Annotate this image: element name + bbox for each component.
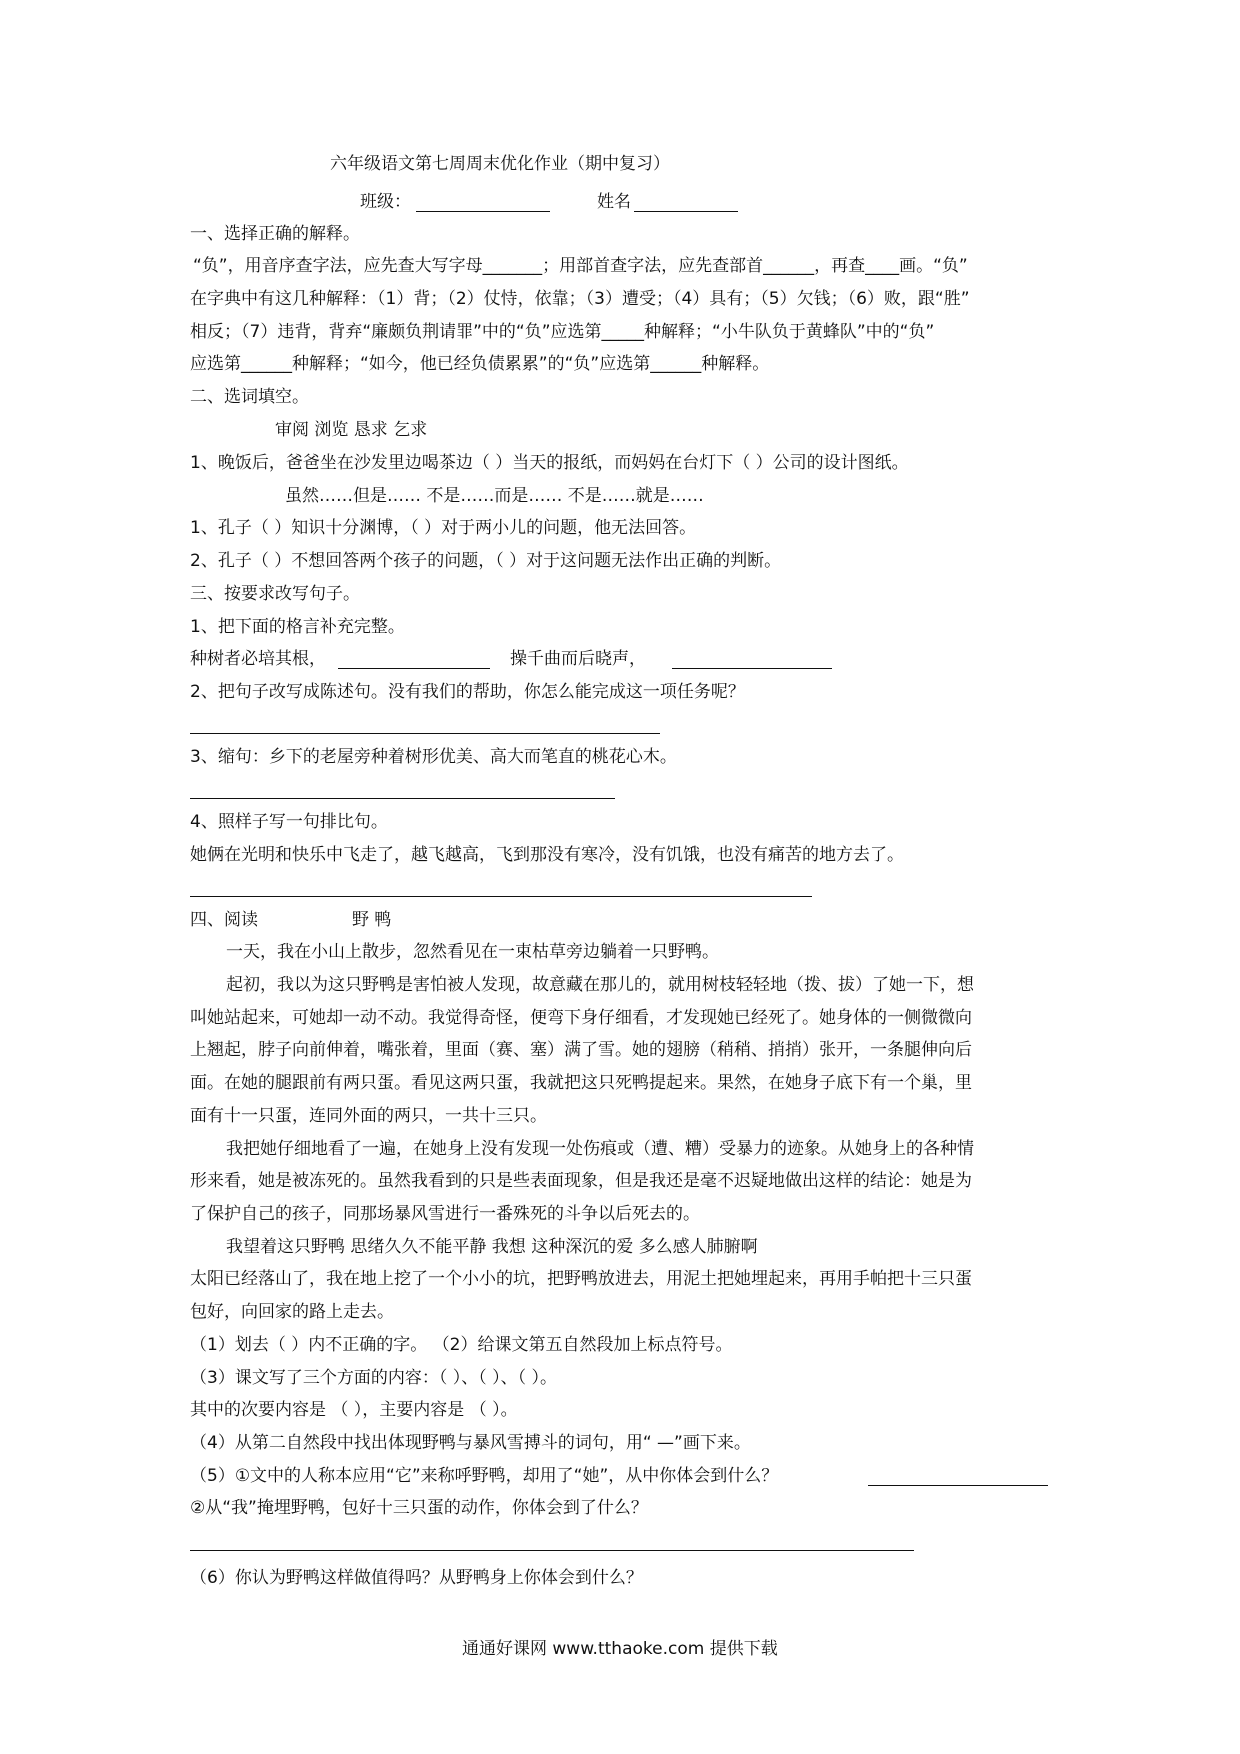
story-paragraph: 面有十一只蛋，连同外面的两只，一共十三只。 <box>190 1106 547 1126</box>
section-3-question: 1、把下面的格言补充完整。 <box>190 617 405 637</box>
reading-question: （4）从第二自然段中找出体现野鸭与暴风雪搏斗的词句，用“ —”画下来。 <box>190 1433 751 1453</box>
answer-line <box>190 733 660 734</box>
proverb-a-blank <box>338 668 490 669</box>
answer-line <box>868 1485 1048 1486</box>
section-2-question: 1、孔子（ ）知识十分渊博，（ ）对于两小儿的问题，他无法回答。 <box>190 518 697 538</box>
class-label: 班级： <box>360 192 411 212</box>
answer-line <box>190 896 812 897</box>
section-3-heading: 三、按要求改写句子。 <box>190 584 360 604</box>
story-paragraph: 形来看，她是被冻死的。虽然我看到的只是些表面现象，但是我还是毫不迟疑地做出这样的结论：她是为 <box>190 1171 972 1191</box>
reading-question: 其中的次要内容是 （ ），主要内容是 （ ）。 <box>190 1400 518 1420</box>
story-paragraph: 上翘起，脖子向前伸着，嘴张着，里面（赛、塞）满了雪。她的翅膀（稍稍、捎捎）张开，一条腿伸向后 <box>190 1040 972 1060</box>
section-3-question: 4、照样子写一句排比句。 <box>190 812 388 832</box>
reading-question: （6）你认为野鸭这样做值得吗？从野鸭身上你体会到什么？ <box>190 1568 643 1588</box>
page-footer: 通通好课网 www.tthaoke.com 提供下载 <box>462 1639 778 1659</box>
page-title: 六年级语文第七周周末优化作业（期中复习） <box>330 154 670 174</box>
section-1-heading: 一、选择正确的解释。 <box>190 224 360 244</box>
example-sentence: 她俩在光明和快乐中飞走了，越飞越高，飞到那没有寒冷，没有饥饿，也没有痛苦的地方去了。 <box>190 845 904 865</box>
reading-question: （5）①文中的人称本应用“它”来称呼野鸭，却用了“她”，从中你体会到什么？ <box>190 1466 779 1486</box>
story-paragraph: 一天，我在小山上散步，忽然看见在一束枯草旁边躺着一只野鸭。 <box>226 942 719 962</box>
story-paragraph: 面。在她的腿跟前有两只蛋。看见这两只蛋，我就把这只死鸭提起来。果然，在她身子底下有一个巢，里 <box>190 1073 972 1093</box>
section-2-question: 2、孔子（ ）不想回答两个孩子的问题，（ ）对于这问题无法作出正确的判断。 <box>190 551 782 571</box>
answer-line <box>190 1550 914 1551</box>
reading-question: （3）课文写了三个方面的内容：（ ）、（ ）、（ ）。 <box>190 1368 558 1388</box>
section-1-line: 应选第______种解释；“如今，他已经负债累累”的“负”应选第______种解释。 <box>190 354 770 374</box>
proverb-a: 种树者必培其根， <box>190 649 326 669</box>
story-paragraph: 太阳已经落山了，我在地上挖了一个小小的坑，把野鸭放进去，用泥土把她埋起来，再用手帕把十三只蛋 <box>190 1269 972 1289</box>
word-options: 审阅 浏览 恳求 乞求 <box>275 420 428 440</box>
proverb-b: 操千曲而后晓声， <box>510 649 646 669</box>
section-1-line: 在字典中有这几种解释：（1）背；（2）仗恃，依靠；（3）遭受；（4）具有；（5）欠钱；（6）败，跟“胜” <box>190 289 970 309</box>
story-paragraph: 起初，我以为这只野鸭是害怕被人发现，故意藏在那儿的，就用树枝轻轻地（拨、拔）了她一下，想 <box>226 975 974 995</box>
section-2-question: 1、晚饭后，爸爸坐在沙发里边喝茶边（ ）当天的报纸，而妈妈在台灯下（ ）公司的设计图纸。 <box>190 453 909 473</box>
answer-line <box>190 798 615 799</box>
story-paragraph: 我望着这只野鸭 思绪久久不能平静 我想 这种深沉的爱 多么感人肺腑啊 <box>226 1237 758 1257</box>
conjunction-options: 虽然……但是…… 不是……而是…… 不是……就是…… <box>285 486 704 506</box>
proverb-b-blank <box>672 668 832 669</box>
section-1-line: “负”，用音序查字法，应先查大写字母_______；用部首查字法，应先查部首______，再查____画。“负” <box>193 256 968 276</box>
story-paragraph: 了保护自己的孩子，同那场暴风雪进行一番殊死的斗争以后死去的。 <box>190 1204 700 1224</box>
section-3-question: 3、缩句：乡下的老屋旁种着树形优美、高大而笔直的桃花心木。 <box>190 747 677 767</box>
section-4-heading: 四、阅读 <box>190 910 258 930</box>
name-label: 姓名 <box>597 192 631 212</box>
name-blank <box>634 211 738 212</box>
story-paragraph: 叫她站起来，可她却一动不动。我觉得奇怪，便弯下身仔细看，才发现她已经死了。她身体的一侧微微向 <box>190 1008 972 1028</box>
reading-question: ②从“我”掩埋野鸭，包好十三只蛋的动作，你体会到了什么？ <box>190 1498 648 1518</box>
story-paragraph: 包好，向回家的路上走去。 <box>190 1302 394 1322</box>
story-title: 野 鸭 <box>352 910 392 930</box>
section-2-heading: 二、选词填空。 <box>190 387 309 407</box>
story-paragraph: 我把她仔细地看了一遍，在她身上没有发现一处伤痕或（遭、糟）受暴力的迹象。从她身上的各种情 <box>226 1139 974 1159</box>
reading-question: （1）划去（ ）内不正确的字。 （2）给课文第五自然段加上标点符号。 <box>190 1335 733 1355</box>
section-1-line: 相反；（7）违背，背弃“廉颇负荆请罪”中的“负”应选第_____种解释；“小牛队负于黄蜂队”中的“负” <box>190 322 935 342</box>
class-blank <box>416 211 550 212</box>
section-3-question: 2、把句子改写成陈述句。没有我们的帮助，你怎么能完成这一项任务呢？ <box>190 682 745 702</box>
